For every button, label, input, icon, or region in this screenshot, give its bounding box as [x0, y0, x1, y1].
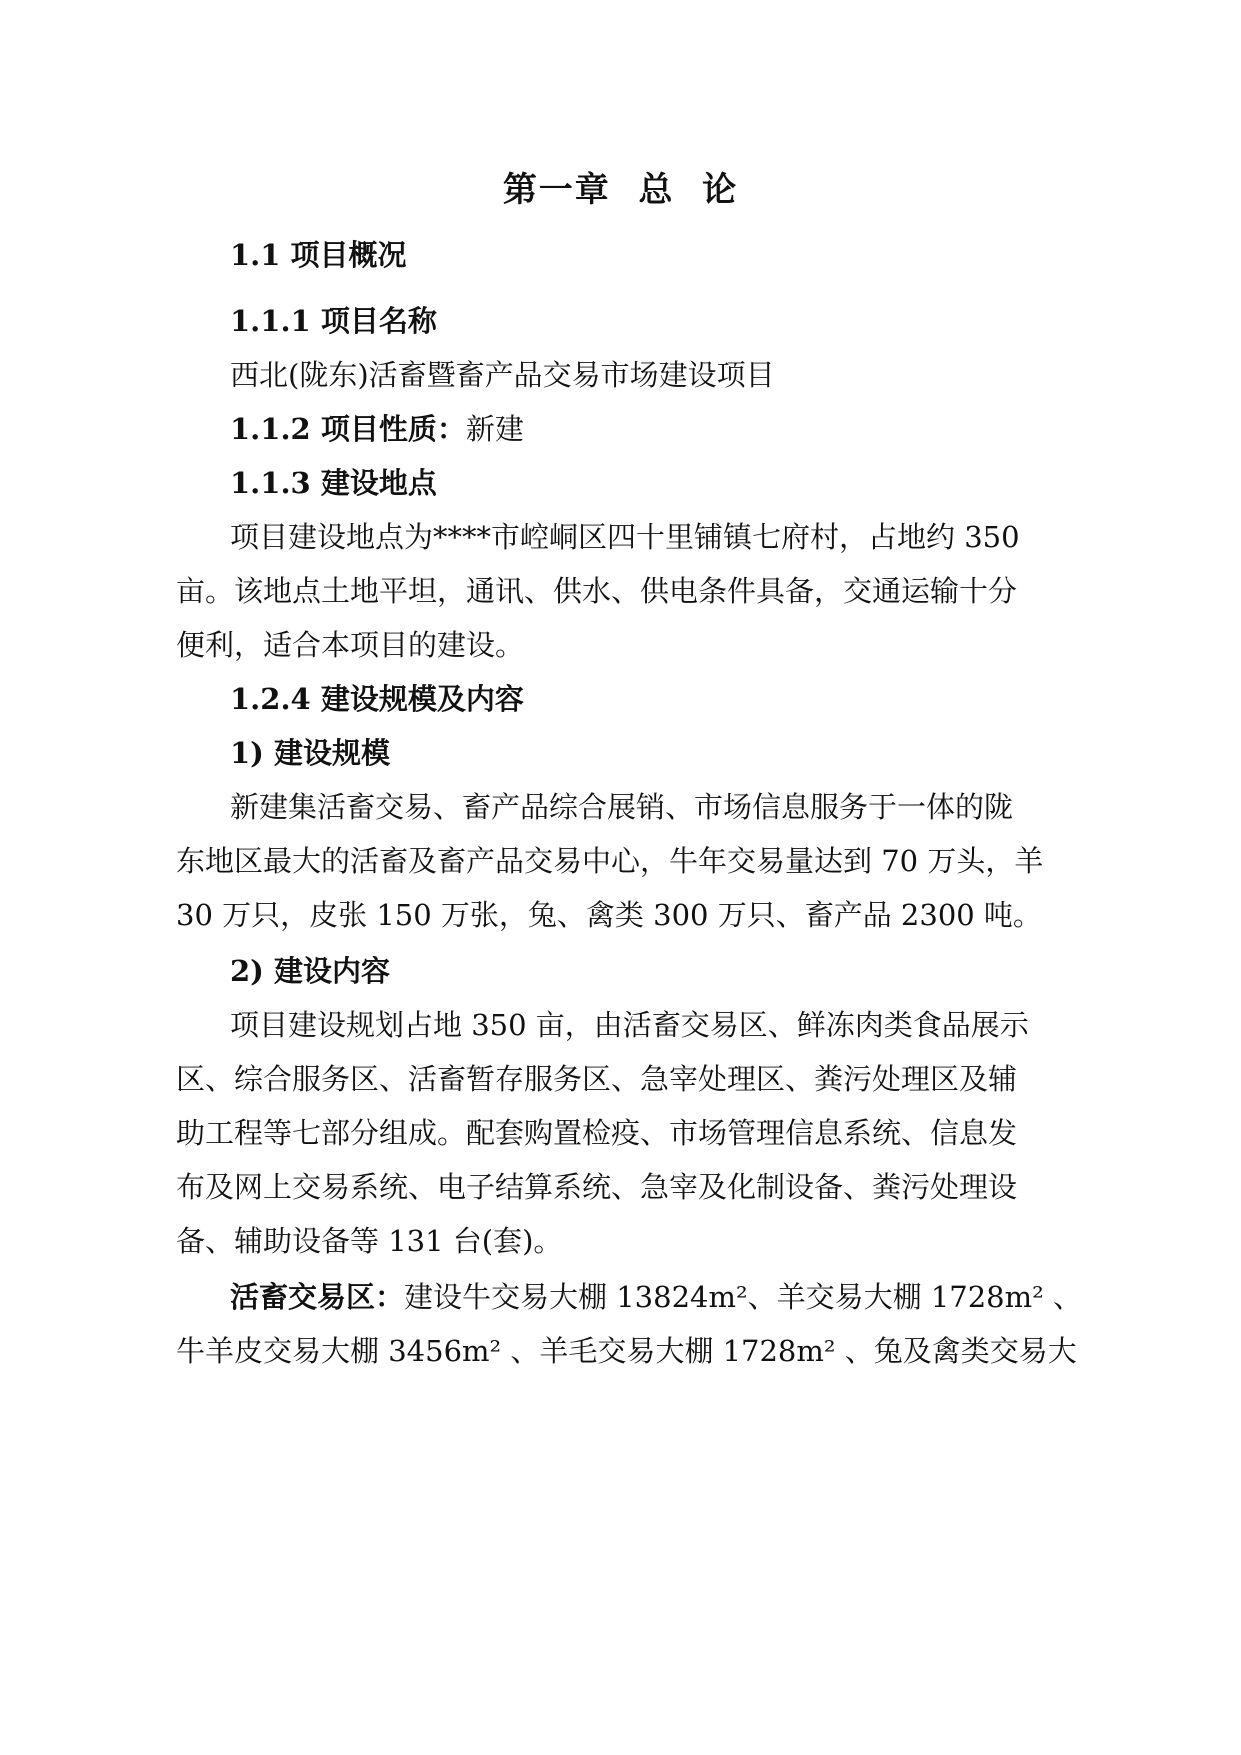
content-paragraph-line: 备、辅助设备等 131 台(套)。 — [176, 1224, 563, 1258]
trade-area-line: 牛羊皮交易大棚 3456m² 、羊毛交易大棚 1728m² 、兔及禽类交易大 — [176, 1334, 1077, 1368]
location-paragraph-line: 便利，适合本项目的建设。 — [176, 628, 525, 662]
content-paragraph-line: 助工程等七部分组成。配套购置检疫、市场管理信息系统、信息发 — [176, 1116, 1018, 1150]
project-nature-value: 新建 — [465, 412, 524, 446]
project-nature-line — [230, 407, 524, 451]
scale-paragraph-line: 30 万只，皮张 150 万张，兔、禽类 300 万只、畜产品 2300 吨。 — [176, 898, 1042, 932]
location-paragraph-line: 项目建设地点为****市崆峒区四十里铺镇七府村，占地约 350 — [230, 520, 1020, 554]
trade-area-text: 建设牛交易大棚 13824m²、羊交易大棚 1728m² 、 — [404, 1280, 1082, 1314]
project-name-text: 西北(陇东)活畜暨畜产品交易市场建设项目 — [230, 358, 775, 392]
section-heading-1-2-4: 1.2.4 建设规模及内容 — [230, 682, 524, 716]
trade-area-label: 活畜交易区： — [230, 1280, 405, 1314]
content-paragraph-line: 布及网上交易系统、电子结算系统、急宰及化制设备、粪污处理设 — [176, 1170, 1018, 1204]
trade-area-line — [230, 1275, 1082, 1319]
section-heading-1-1-2: 1.1.2 项目性质： — [230, 412, 466, 446]
content-paragraph-line: 区、综合服务区、活畜暂存服务区、急宰处理区、粪污处理区及辅 — [176, 1062, 1018, 1096]
subheading-scale: 1) 建设规模 — [230, 736, 390, 770]
content-paragraph-line: 项目建设规划占地 350 亩，由活畜交易区、鲜冻肉类食品展示 — [230, 1008, 1029, 1042]
chapter-title: 第一章 总 论 — [502, 170, 739, 210]
section-heading-1-1: 1.1 项目概况 — [230, 238, 407, 272]
location-paragraph-line: 亩。该地点土地平坦，通讯、供水、供电条件具备，交通运输十分 — [176, 574, 1018, 608]
scale-paragraph-line: 东地区最大的活畜及畜产品交易中心，牛年交易量达到 70 万头，羊 — [176, 844, 1044, 878]
scale-paragraph-line: 新建集活畜交易、畜产品综合展销、市场信息服务于一体的陇 — [230, 790, 1014, 824]
section-heading-1-1-1: 1.1.1 项目名称 — [230, 304, 437, 338]
subheading-content: 2) 建设内容 — [230, 954, 390, 988]
section-heading-1-1-3: 1.1.3 建设地点 — [230, 466, 437, 500]
